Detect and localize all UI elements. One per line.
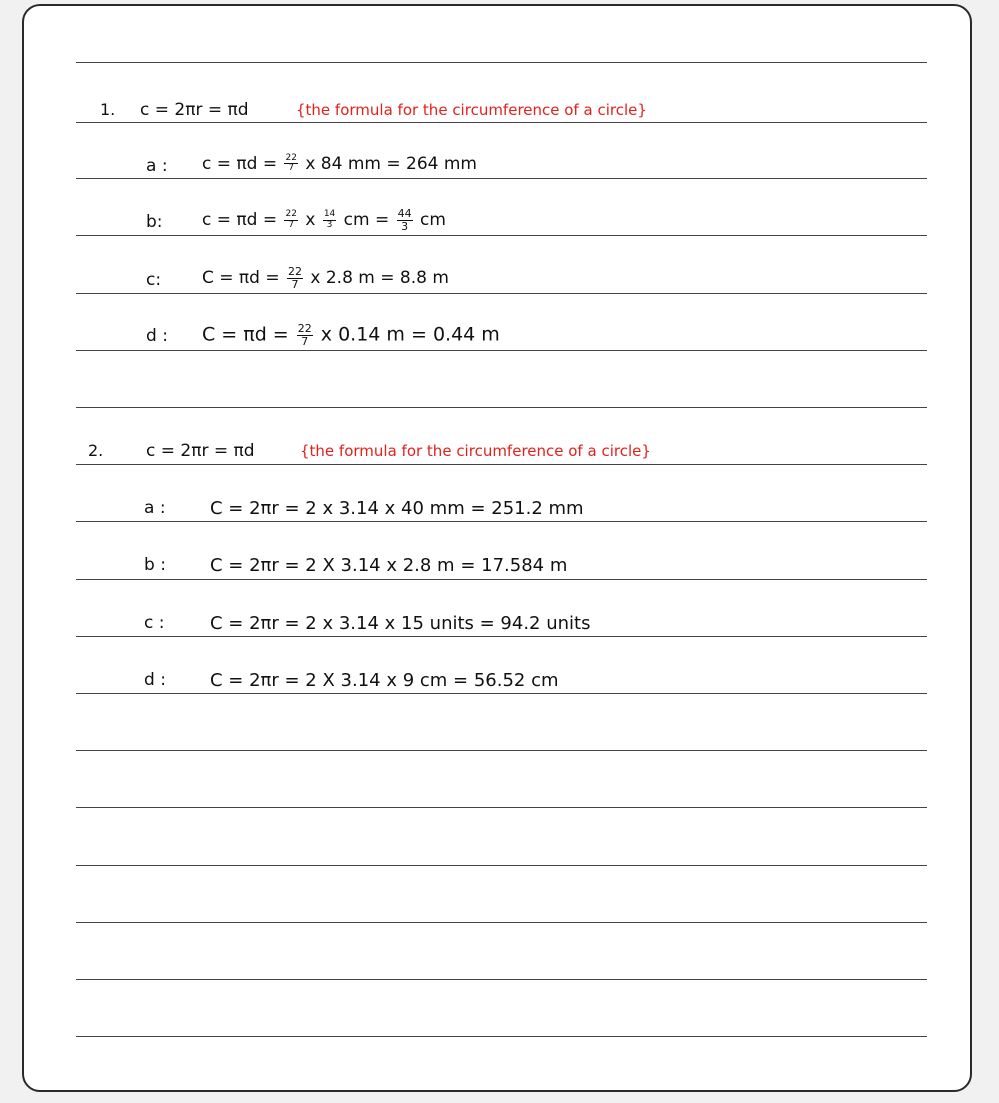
rule-line bbox=[76, 407, 927, 408]
q1-number: 1. bbox=[100, 100, 116, 119]
q1-c-label: c: bbox=[146, 270, 162, 290]
fraction-numerator: 14 bbox=[323, 209, 336, 220]
fraction bbox=[323, 210, 336, 230]
rule-line bbox=[76, 122, 927, 123]
rule-line bbox=[76, 979, 927, 980]
rule-line bbox=[76, 1036, 927, 1037]
fraction-denominator: 3 bbox=[401, 219, 409, 233]
q1-formula: c = 2πr = πd bbox=[140, 100, 249, 120]
q2-c-working: C = 2πr = 2 x 3.14 x 15 units = 94.2 units bbox=[210, 613, 591, 634]
q1-formula-note: {the formula for the circumference of a circle} bbox=[296, 101, 647, 119]
q2-formula: c = 2πr = πd bbox=[146, 441, 255, 461]
q1-a-working bbox=[202, 154, 477, 174]
q1-b-mid: cm = bbox=[338, 210, 395, 231]
fraction-numerator: 22 bbox=[285, 209, 297, 220]
q2-formula-note: {the formula for the circumference of a circle} bbox=[300, 442, 651, 460]
rule-line bbox=[76, 865, 927, 866]
notebook-page bbox=[22, 4, 972, 1092]
fraction-numerator: 22 bbox=[297, 322, 312, 335]
q1-d-rest: x 0.14 m = 0.44 m bbox=[314, 323, 500, 346]
fraction-denominator: 7 bbox=[291, 277, 299, 291]
rule-line bbox=[76, 464, 927, 465]
fraction bbox=[297, 323, 313, 347]
q1-c-expr: C = πd = bbox=[202, 268, 285, 289]
rule-line bbox=[76, 579, 927, 580]
q1-b-label: b: bbox=[146, 212, 163, 232]
rule-line bbox=[76, 350, 927, 351]
q1-b-rest: cm bbox=[414, 210, 446, 231]
rule-line bbox=[76, 235, 927, 236]
q2-a-working: C = 2πr = 2 x 3.14 x 40 mm = 251.2 mm bbox=[210, 498, 584, 519]
q1-b-working bbox=[202, 208, 446, 232]
q1-a-expr: c = πd = bbox=[202, 153, 283, 174]
rule-line bbox=[76, 521, 927, 522]
q1-d-label: d : bbox=[146, 326, 168, 346]
fraction-numerator: 22 bbox=[285, 153, 297, 163]
q1-d-expr: C = πd = bbox=[202, 323, 295, 346]
rule-line bbox=[76, 922, 927, 923]
q1-b-times: x bbox=[299, 210, 321, 231]
q2-number: 2. bbox=[88, 441, 104, 460]
q1-b-expr: c = πd = bbox=[202, 210, 283, 231]
q2-d-label: d : bbox=[144, 670, 166, 690]
rule-line bbox=[76, 636, 927, 637]
fraction-numerator: 22 bbox=[288, 265, 302, 278]
q2-b-label: b : bbox=[144, 555, 166, 575]
q1-d-working bbox=[202, 323, 500, 347]
q2-c-label: c : bbox=[144, 613, 165, 633]
fraction bbox=[397, 208, 413, 232]
fraction-numerator: 44 bbox=[397, 207, 412, 220]
q1-c-working bbox=[202, 266, 449, 290]
q2-d-working: C = 2πr = 2 X 3.14 x 9 cm = 56.52 cm bbox=[210, 670, 559, 691]
rule-line bbox=[76, 807, 927, 808]
rule-line bbox=[76, 693, 927, 694]
fraction-denominator: 3 bbox=[326, 219, 333, 230]
rule-line bbox=[76, 293, 927, 294]
fraction bbox=[284, 210, 297, 230]
fraction-denominator: 7 bbox=[301, 334, 309, 348]
q2-a-label: a : bbox=[144, 498, 166, 518]
fraction bbox=[284, 154, 297, 174]
fraction-denominator: 7 bbox=[288, 163, 295, 174]
q1-c-rest: x 2.8 m = 8.8 m bbox=[305, 268, 449, 289]
q1-a-rest: x 84 mm = 264 mm bbox=[299, 153, 477, 174]
rule-line bbox=[76, 750, 927, 751]
rule-line bbox=[76, 62, 927, 63]
q1-a-label: a : bbox=[146, 156, 168, 176]
q2-b-working: C = 2πr = 2 X 3.14 x 2.8 m = 17.584 m bbox=[210, 555, 568, 576]
fraction-denominator: 7 bbox=[288, 219, 295, 230]
fraction bbox=[287, 266, 303, 290]
rule-line bbox=[76, 178, 927, 179]
